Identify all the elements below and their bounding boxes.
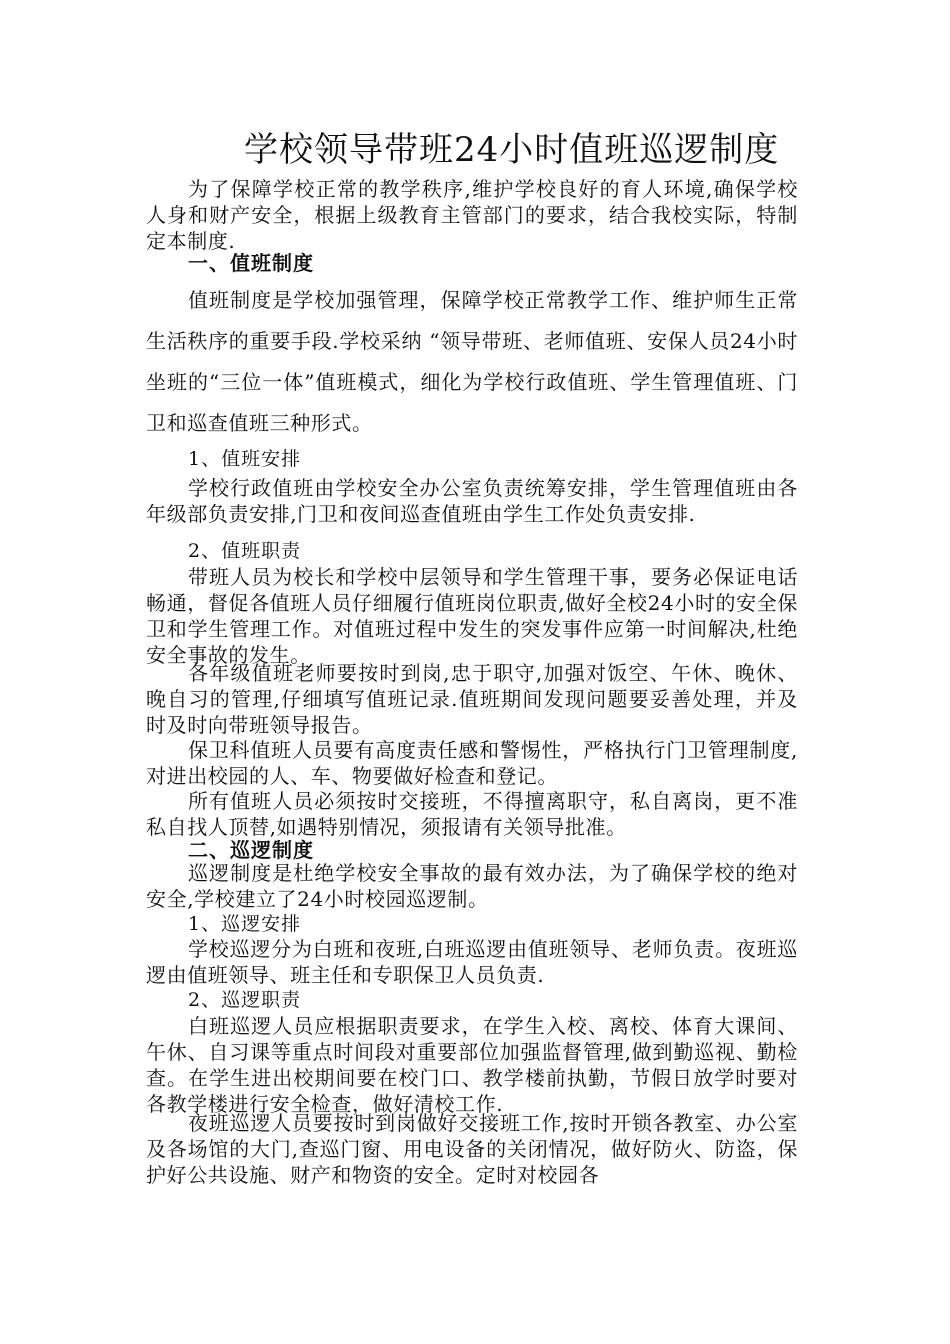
section2-sub1-title: 1、巡逻安排 <box>188 913 302 935</box>
section1-duty2: 各年级值班老师要按时到岗,忠于职守,加强对饭空、午休、晚休、晚自习的管理,仔细填写值班记录.值班期间发现问题要妥善处理，并及时及时向带班领导报告。 <box>146 661 798 737</box>
section1-heading: 一、值班制度 <box>188 251 314 275</box>
section2-heading: 二、巡逻制度 <box>188 838 314 862</box>
section2-lead: 巡逻制度是杜绝学校安全事故的最有效办法，为了确保学校的绝对安全,学校建立了24小时校园巡逻制。 <box>146 861 798 911</box>
section1-duty1: 带班人员为校长和学校中层领导和学生管理干事，要务必保证电话畅通，督促各值班人员仔细履行值班岗位职责,做好全校24小时的安全保卫和学生管理工作。对值班过程中发生的突发事件应第一时间解决,杜绝安全事故的发生。 <box>146 565 798 667</box>
section1-sub1-title: 1、值班安排 <box>188 448 302 470</box>
section1-lead: 值班制度是学校加强管理，保障学校正常教学工作、维护师生正常生活秩序的重要手段.学校采纳 “领导带班、老师值班、安保人员24小时坐班的“三位一体”值班模式，细化为学校行政值班、学生管理值班、门卫和巡查值班三种形式。 <box>146 288 798 435</box>
section2-sub2-title: 2、巡逻职责 <box>188 989 302 1011</box>
document-title: 学校领导带班24小时值班巡逻制度 <box>244 130 780 170</box>
section1-sub2-title: 2、值班职责 <box>188 540 302 562</box>
section2-duty2: 夜班巡逻人员要按时到岗做好交接班工作,按时开锁各教室、办公室及各场馆的大门,查巡门窗、用电设备的关闭情况，做好防火、防盗，保护好公共设施、财产和物资的安全。定时对校园各 <box>146 1111 798 1187</box>
intro-paragraph: 为了保障学校正常的教学秩序,维护学校良好的育人环境,确保学校人身和财产安全，根据上级教育主管部门的要求，结合我校实际，特制定本制度. <box>146 177 798 253</box>
section1-duty4: 所有值班人员必须按时交接班，不得擅离职守，私自离岗，更不准私自找人顶替,如遇特别情况，须报请有关领导批准。 <box>146 789 798 839</box>
section1-sub1-text: 学校行政值班由学校安全办公室负责统筹安排，学生管理值班由各年级部负责安排,门卫和夜间巡查值班由学生工作处负责安排. <box>146 476 798 526</box>
section1-duty3: 保卫科值班人员要有高度责任感和警惕性，严格执行门卫管理制度,对进出校园的人、车、物要做好检查和登记。 <box>146 738 798 788</box>
section2-sub1-text: 学校巡逻分为白班和夜班,白班巡逻由值班领导、老师负责。夜班巡逻由值班领导、班主任和专职保卫人员负责. <box>146 937 798 987</box>
section2-duty1: 白班巡逻人员应根据职责要求，在学生入校、离校、体育大课间、午休、自习课等重点时间段对重要部位加强监督管理,做到勤巡视、勤检查。在学生进出校期间要在校门口、教学楼前执勤，节假日放学时要对各教学楼进行安全检查，做好清校工作. <box>146 1014 798 1116</box>
